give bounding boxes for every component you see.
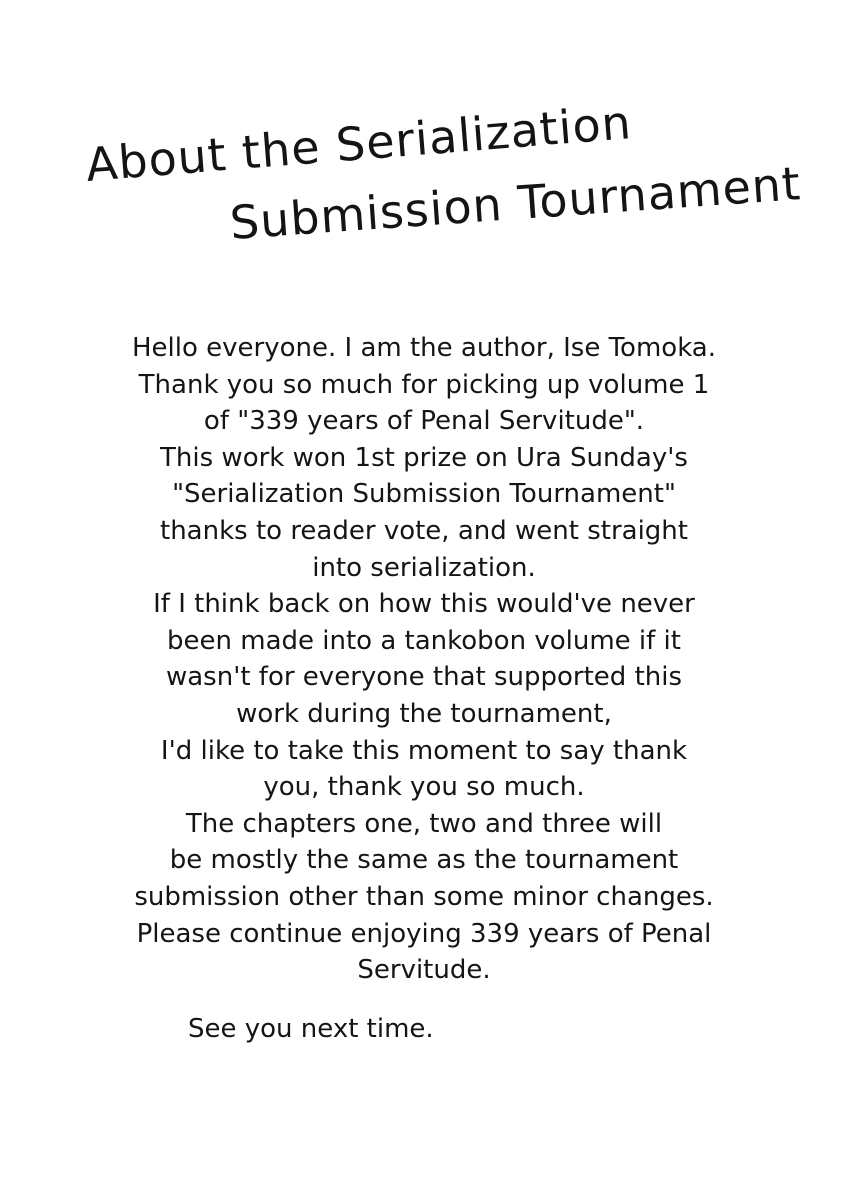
- body-line: thanks to reader vote, and went straight: [160, 515, 688, 546]
- body-line: Servitude.: [357, 955, 491, 986]
- body-line: If I think back on how this would've never: [153, 589, 695, 620]
- body-line: work during the tournament,: [236, 698, 612, 729]
- title-line-2: Submission Tournament: [228, 156, 803, 250]
- body-line: of "339 years of Penal Servitude".: [203, 406, 645, 437]
- title-line-1: About the Serialization: [83, 95, 634, 192]
- body-line: "Serialization Submission Tournament": [172, 479, 676, 510]
- message-body: [60, 330, 788, 989]
- body-line: The chapters one, two and three will: [185, 808, 663, 839]
- body-line: This work won 1st prize on Ura Sunday's: [160, 442, 688, 473]
- body-line: Thank you so much for picking up volume 1: [138, 369, 710, 400]
- body-line: I'd like to take this moment to say thank: [160, 735, 688, 766]
- page-title: [80, 95, 803, 270]
- body-line: be mostly the same as the tournament: [169, 845, 679, 876]
- body-line: Hello everyone. I am the author, Ise Tomoka.: [131, 333, 716, 363]
- body-line: wasn't for everyone that supported this: [165, 662, 683, 693]
- body-line: submission other than some minor changes.: [134, 881, 714, 912]
- body-line: Please continue enjoying 339 years of Penal: [136, 918, 712, 949]
- closing-line: See you next time.: [188, 1014, 434, 1044]
- body-line: into serialization.: [312, 552, 536, 583]
- body-line: you, thank you so much.: [263, 772, 585, 803]
- body-line: been made into a tankobon volume if it: [167, 625, 681, 656]
